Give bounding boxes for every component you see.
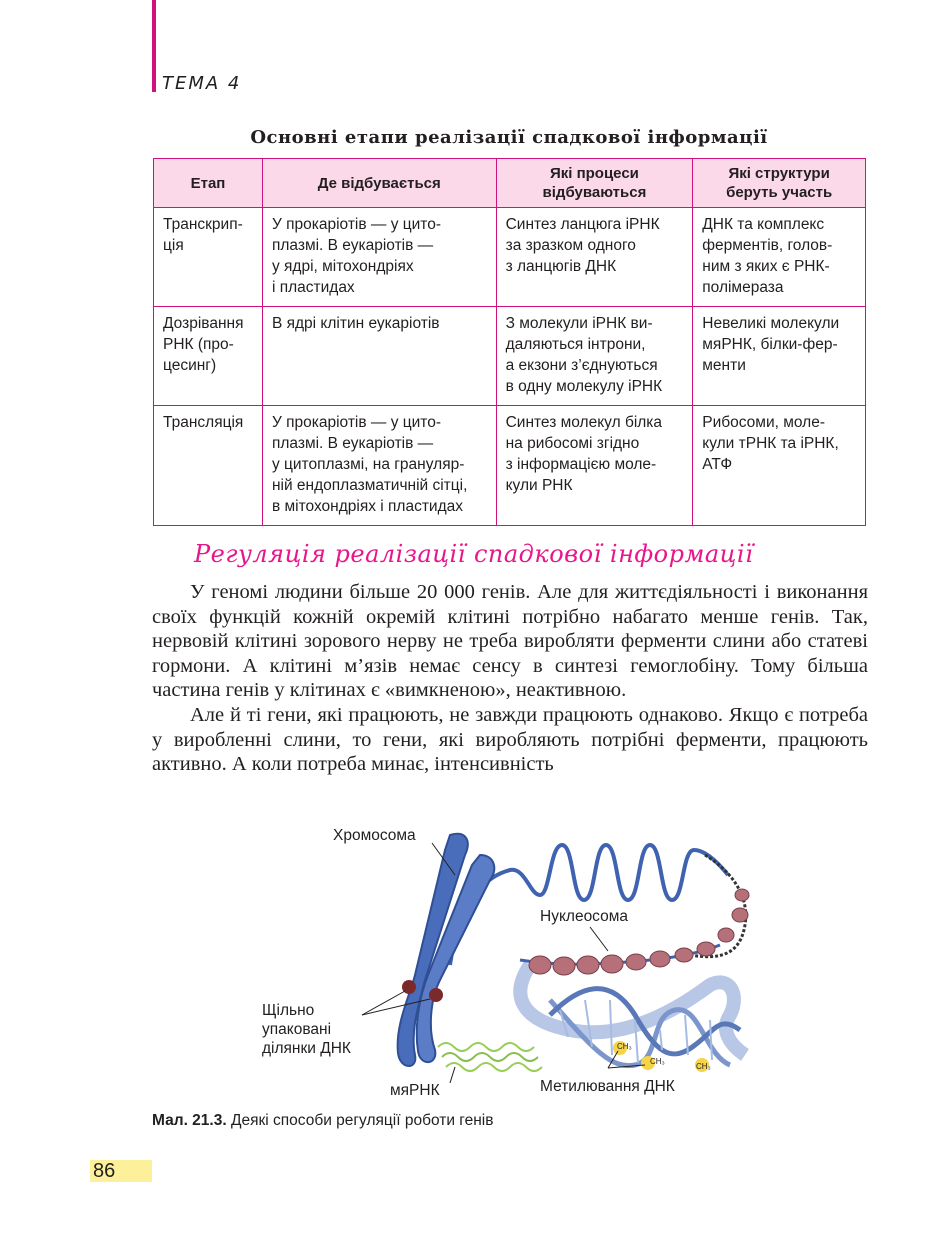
table-cell: Синтез молекул білка на рибосомі згідно з інформацією моле- кули РНК — [496, 406, 693, 526]
dna-helix — [520, 965, 745, 1066]
mirna-strands — [438, 1043, 542, 1071]
label-dense-dna: Щільно упаковані ділянки ДНК — [262, 1002, 351, 1057]
figure-illustration — [250, 815, 750, 1105]
methyl-label: CH₃ — [696, 1062, 711, 1071]
label-nucleosome: Нуклеосома — [540, 908, 629, 925]
header-cell: Етап — [154, 159, 263, 208]
gene-regulation-figure — [250, 815, 750, 1105]
methyl-label: CH₃ — [650, 1057, 665, 1066]
table-cell: Синтез ланцюга іРНК за зразком одного з ланцюгів ДНК — [496, 208, 693, 307]
label-methylation: Метилювання ДНК — [540, 1078, 675, 1095]
table-cell: Рибосоми, моле- кули тРНК та іРНК, АТФ — [693, 406, 866, 526]
table-cell: В ядрі клітин еукаріотів — [262, 307, 496, 406]
table-cell: Невеликі молекули мяРНК, білки-фер- менти — [693, 307, 866, 406]
caption-label: Мал. 21.3. — [152, 1112, 227, 1129]
table-row — [154, 406, 866, 526]
section-heading: Регуляція реалізації спадкової інформації — [194, 540, 754, 568]
paragraph: Але й ті гени, які працюють, не завжди працюють однаково. Якщо є потреба у виробленні слини, то гени, які виробляють потрібні ферменти, працюють активно. А коли потреба минає, інтенсивність — [152, 703, 868, 776]
table-cell: Транскрип- ція — [154, 208, 263, 307]
header-cell: Де відбувається — [262, 159, 496, 208]
table-cell: Трансляція — [154, 406, 263, 526]
section-label: ТЕМА 4 — [162, 73, 242, 94]
label-chromosome: Хромосома — [333, 827, 416, 844]
page-number: 86 — [90, 1160, 152, 1182]
table-title: Основні етапи реалізації спадкової інформації — [250, 127, 768, 148]
paragraph: У геномі людини більше 20 000 генів. Але для життєдіяльності і виконання своїх функцій кожній окремій клітині потрібно набагато менше генів. Так, нервовій клітині зорового нерву не треба виробляти ферменти слини або статеві гормони. А клітині м’язів немає сенсу в синтезі гемоглобіну. Тому більша частина генів у клітинах є «вимкненою», неактивною. — [152, 581, 868, 702]
stages-table — [153, 158, 866, 526]
table-cell: У прокаріотів — у цито- плазмі. В еукаріотів — у цитоплазмі, на грануляр- ній ендоплазматичній сітці, в мітохондріях і пластидах — [262, 406, 496, 526]
chromosome — [398, 834, 495, 1066]
header-cell: Які структури беруть участь — [693, 159, 866, 208]
table-cell: ДНК та комплекс ферментів, голов- ним з яких є РНК- полімераза — [693, 208, 866, 307]
table-row — [154, 208, 866, 307]
body-text — [152, 580, 868, 777]
table-row — [154, 307, 866, 406]
header-accent-bar — [152, 0, 156, 92]
methyl-label: CH₃ — [617, 1042, 632, 1051]
caption-text: Деякі способи регуляції роботи генів — [226, 1112, 494, 1129]
header-cell: Які процеси відбуваються — [496, 159, 693, 208]
table-cell: З молекули іРНК ви- даляються інтрони, а екзони з’єднуються в одну молекулу іРНК — [496, 307, 693, 406]
table-cell: Дозрівання РНК (про- цесинг) — [154, 307, 263, 406]
figure-caption — [152, 1112, 493, 1130]
table-header-row — [154, 159, 866, 208]
label-mirna: мяРНК — [390, 1082, 440, 1099]
nucleosome-string — [520, 889, 749, 975]
table-cell: У прокаріотів — у цито- плазмі. В еукаріотів — у ядрі, мітохондріях і пластидах — [262, 208, 496, 307]
